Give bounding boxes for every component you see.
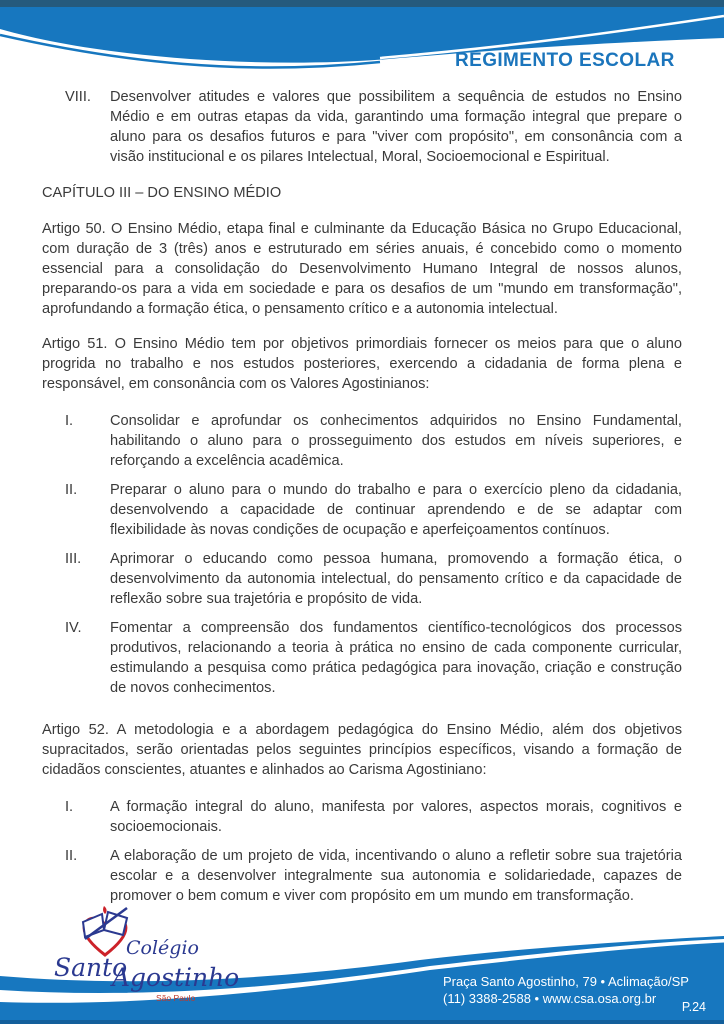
list-item-numeral: IV. xyxy=(65,620,82,636)
footer-address xyxy=(443,973,689,1007)
footer-address-line2: (11) 3388-2588 • www.csa.osa.org.br xyxy=(443,991,657,1006)
list-item-numeral: I. xyxy=(65,413,74,429)
header-wave-graphic xyxy=(0,0,724,90)
list-item xyxy=(42,846,682,906)
list-item-text: Fomentar a compreensão dos fundamentos científico-tecnológicos dos processos produtivos, relacionando a teoria à prática no ensino de cada componente curricular, estimulando a pesquisa como prática pedagógica para inovação, criação e construção de novos conhecimentos. xyxy=(110,620,682,696)
article-52-list xyxy=(42,797,682,906)
page-title: REGIMENTO ESCOLAR xyxy=(455,50,675,71)
article-51-paragraph: Artigo 51. O Ensino Médio tem por objetivos primordiais fornecer os meios para que o aluno progrida no trabalho e nos estudos posteriores, exercendo a cidadania de forma plena e responsável, em consonância com os Valores Agostinianos: xyxy=(42,336,682,392)
list-item-numeral: II. xyxy=(65,848,78,864)
list-item-numeral: II. xyxy=(65,482,78,498)
list-item-numeral: I. xyxy=(65,799,74,815)
document-body xyxy=(42,87,682,922)
list-item-numeral: III. xyxy=(65,551,82,567)
logo-text-santo: Santo xyxy=(54,953,128,982)
list-item-text: A elaboração de um projeto de vida, incentivando o aluno a refletir sobre sua trajetória escolar e a desenvolver integralmente sua autonomia e solidariedade, capazes de promover o bem comum e viver com propósito em um mundo em transformação. xyxy=(110,848,682,904)
logo-text-agostinho: Agostinho xyxy=(112,963,240,992)
list-item-text: Preparar o aluno para o mundo do trabalho e para o exercício pleno da cidadania, desenvolvendo a capacidade de continuar aprendendo e de se adaptar com flexibilidade às novas condições de ocupação e aperfeiçoamentos contínuos. xyxy=(110,482,682,538)
list-item-text: Desenvolver atitudes e valores que possibilitem a sequência de estudos no Ensino Médio e em outras etapas da vida, garantindo uma formação integral que prepare o aluno para os desafios futuros e para "viver com propósito", em consonância com a visão institucional e os pilares Intelectual, Moral, Socioemocional e Espiritual. xyxy=(110,89,682,165)
list-item-text: Consolidar e aprofundar os conhecimentos adquiridos no Ensino Fundamental, habilitando o aluno para o prosseguimento dos estudos em níveis superiores, e reforçando a excelência acadêmica. xyxy=(110,413,682,469)
list-item xyxy=(42,797,682,837)
page-number: P.24 xyxy=(681,1000,706,1014)
article-50-paragraph: Artigo 50. O Ensino Médio, etapa final e culminante da Educação Básica no Grupo Educacional, com duração de 3 (três) anos e estruturado em séries anuais, é concebido como o momento essencial para a consolidação do Desenvolvimento Humano Integral de nossos alunos, preparando-os para a vida em sociedade e para os desafios de um "mundo em transformação", aprofundando a formação ética, o pensamento crítico e a autonomia intelectual. xyxy=(42,221,682,317)
list-item xyxy=(42,618,682,698)
logo-text-sao-paulo: São Paulo xyxy=(156,993,196,1003)
list-item xyxy=(42,549,682,609)
list-item-text: Aprimorar o educando como pessoa humana, promovendo a formação ética, o desenvolvimento da autonomia intelectual, do pensamento crítico e da capacidade de reflexão sobre sua trajetória e propósito de vida. xyxy=(110,551,682,607)
school-logo xyxy=(54,901,240,1005)
list-item xyxy=(42,87,682,167)
chapter-heading: CAPÍTULO III – DO ENSINO MÉDIO xyxy=(42,185,282,201)
article-51-list xyxy=(42,411,682,698)
article-52-paragraph: Artigo 52. A metodologia e a abordagem pedagógica do Ensino Médio, além dos objetivos supracitados, serão orientadas pelos seguintes princípios específicos, visando a formação de cidadãos conscientes, atuantes e alinhados ao Carisma Agostiniano: xyxy=(42,722,682,778)
list-item-text: A formação integral do aluno, manifesta por valores, aspectos morais, cognitivos e socioemocionais. xyxy=(110,799,682,835)
list-item xyxy=(42,411,682,471)
list-item xyxy=(42,480,682,540)
logo-text-colegio: Colégio xyxy=(126,937,199,959)
list-item-numeral: VIII. xyxy=(65,89,91,105)
footer-address-line1: Praça Santo Agostinho, 79 • Aclimação/SP xyxy=(443,974,689,989)
